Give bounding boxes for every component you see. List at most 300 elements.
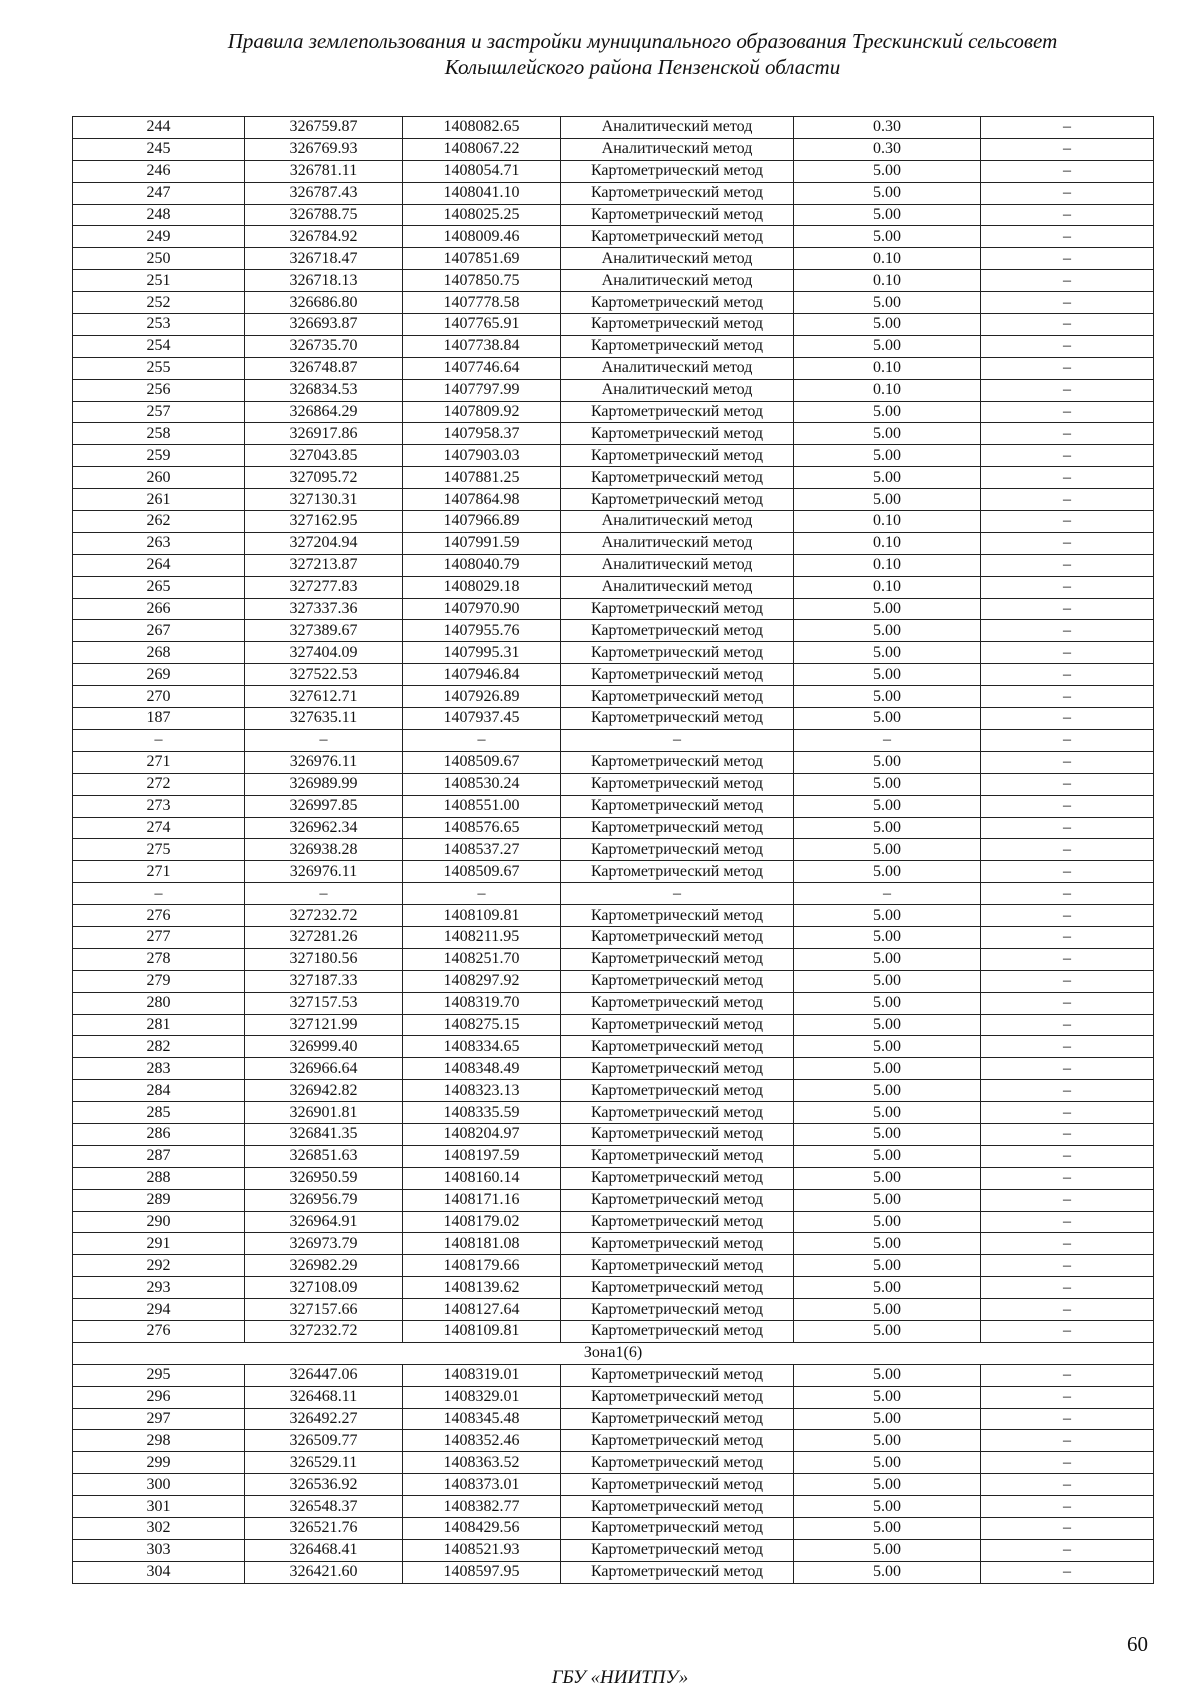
- table-cell: 327277.83: [245, 576, 403, 598]
- table-cell: 1408275.15: [403, 1014, 561, 1036]
- table-cell: –: [981, 1255, 1154, 1277]
- table-cell: 1408204.97: [403, 1123, 561, 1145]
- table-cell: 5.00: [794, 335, 981, 357]
- table-row: [73, 401, 1154, 423]
- table-cell: 272: [73, 773, 245, 795]
- table-cell: 268: [73, 642, 245, 664]
- table-cell: 5.00: [794, 1496, 981, 1518]
- table-cell: 5.00: [794, 795, 981, 817]
- table-cell: 5.00: [794, 970, 981, 992]
- table-cell: –: [981, 905, 1154, 927]
- table-cell: –: [981, 598, 1154, 620]
- table-cell: Картометрический метод: [561, 423, 794, 445]
- table-cell: –: [794, 729, 981, 751]
- table-row: [73, 598, 1154, 620]
- table-cell: 5.00: [794, 708, 981, 730]
- table-row: [73, 1080, 1154, 1102]
- table-row: [73, 1014, 1154, 1036]
- table-cell: –: [981, 1211, 1154, 1233]
- table-cell: Картометрический метод: [561, 1255, 794, 1277]
- table-row: [73, 1167, 1154, 1189]
- table-cell: 327389.67: [245, 620, 403, 642]
- table-cell: 5.00: [794, 1320, 981, 1342]
- table-cell: 1408352.46: [403, 1430, 561, 1452]
- table-cell: Аналитический метод: [561, 532, 794, 554]
- table-cell: 326548.37: [245, 1496, 403, 1518]
- table-cell: 1407958.37: [403, 423, 561, 445]
- table-cell: 277: [73, 926, 245, 948]
- table-cell: Картометрический метод: [561, 992, 794, 1014]
- table-row: [73, 226, 1154, 248]
- table-cell: –: [981, 423, 1154, 445]
- table-cell: 261: [73, 489, 245, 511]
- table-cell: 327522.53: [245, 664, 403, 686]
- table-cell: 246: [73, 160, 245, 182]
- table-cell: 287: [73, 1145, 245, 1167]
- table-cell: 291: [73, 1233, 245, 1255]
- table-cell: 254: [73, 335, 245, 357]
- table-cell: 1408179.02: [403, 1211, 561, 1233]
- table-cell: 326950.59: [245, 1167, 403, 1189]
- table-cell: –: [981, 292, 1154, 314]
- table-cell: 327162.95: [245, 511, 403, 533]
- table-cell: 5.00: [794, 467, 981, 489]
- table-row: [73, 795, 1154, 817]
- table-cell: 1408297.92: [403, 970, 561, 992]
- table-cell: 267: [73, 620, 245, 642]
- table-cell: 5.00: [794, 751, 981, 773]
- table-cell: 292: [73, 1255, 245, 1277]
- table-cell: 265: [73, 576, 245, 598]
- table-cell: 1408509.67: [403, 751, 561, 773]
- table-cell: Картометрический метод: [561, 182, 794, 204]
- table-cell: Аналитический метод: [561, 357, 794, 379]
- table-cell: 1407955.76: [403, 620, 561, 642]
- table-cell: 327232.72: [245, 905, 403, 927]
- table-cell: 1408323.13: [403, 1080, 561, 1102]
- table-cell: 1407903.03: [403, 445, 561, 467]
- table-cell: Картометрический метод: [561, 751, 794, 773]
- table-cell: –: [981, 1080, 1154, 1102]
- table-cell: Аналитический метод: [561, 554, 794, 576]
- table-cell: 326901.81: [245, 1102, 403, 1124]
- table-cell: 5.00: [794, 620, 981, 642]
- table-cell: 5.00: [794, 905, 981, 927]
- table-cell: 1408181.08: [403, 1233, 561, 1255]
- table-cell: Картометрический метод: [561, 1014, 794, 1036]
- header-title-line2: Колышлейского района Пензенской области: [444, 55, 841, 79]
- table-cell: 298: [73, 1430, 245, 1452]
- table-cell: –: [981, 1496, 1154, 1518]
- table-cell: Картометрический метод: [561, 335, 794, 357]
- table-cell: 1408040.79: [403, 554, 561, 576]
- table-cell: 0.10: [794, 357, 981, 379]
- table-cell: Картометрический метод: [561, 664, 794, 686]
- table-cell: Картометрический метод: [561, 620, 794, 642]
- table-cell: –: [981, 1474, 1154, 1496]
- table-cell: Аналитический метод: [561, 576, 794, 598]
- table-cell: Картометрический метод: [561, 926, 794, 948]
- table-cell: 1408537.27: [403, 839, 561, 861]
- table-cell: 1408530.24: [403, 773, 561, 795]
- table-row: [73, 1299, 1154, 1321]
- table-cell: 326964.91: [245, 1211, 403, 1233]
- table-row: [73, 1233, 1154, 1255]
- table-cell: 5.00: [794, 1561, 981, 1583]
- table-cell: –: [981, 773, 1154, 795]
- table-cell: 1408373.01: [403, 1474, 561, 1496]
- table-cell: Картометрический метод: [561, 1211, 794, 1233]
- table-cell: 326784.92: [245, 226, 403, 248]
- table-cell: 327157.66: [245, 1299, 403, 1321]
- table-cell: Картометрический метод: [561, 1123, 794, 1145]
- table-cell: 295: [73, 1364, 245, 1386]
- table-cell: –: [981, 1102, 1154, 1124]
- table-cell: –: [981, 1167, 1154, 1189]
- table-cell: –: [981, 160, 1154, 182]
- table-cell: –: [981, 861, 1154, 883]
- table-row: [73, 1123, 1154, 1145]
- table-cell: 280: [73, 992, 245, 1014]
- table-cell: 271: [73, 861, 245, 883]
- table-cell: 327130.31: [245, 489, 403, 511]
- table-cell: Картометрический метод: [561, 948, 794, 970]
- document-header: [0, 28, 1200, 80]
- table-cell: 5.00: [794, 1452, 981, 1474]
- table-cell: 5.00: [794, 292, 981, 314]
- table-cell: 327204.94: [245, 532, 403, 554]
- table-cell: 5.00: [794, 1430, 981, 1452]
- table-cell: 5.00: [794, 1277, 981, 1299]
- table-cell: 1408429.56: [403, 1518, 561, 1540]
- table-cell: 326788.75: [245, 204, 403, 226]
- table-cell: 326693.87: [245, 314, 403, 336]
- table-row: [73, 532, 1154, 554]
- table-cell: 269: [73, 664, 245, 686]
- table-cell: 1408009.46: [403, 226, 561, 248]
- table-cell: 256: [73, 379, 245, 401]
- table-cell: Картометрический метод: [561, 1496, 794, 1518]
- table-cell: Аналитический метод: [561, 511, 794, 533]
- table-cell: 249: [73, 226, 245, 248]
- table-cell: 297: [73, 1408, 245, 1430]
- table-cell: 5.00: [794, 773, 981, 795]
- table-cell: 273: [73, 795, 245, 817]
- table-cell: 290: [73, 1211, 245, 1233]
- table-row: [73, 292, 1154, 314]
- table-cell: 326468.41: [245, 1539, 403, 1561]
- table-row: [73, 204, 1154, 226]
- table-row: [73, 1408, 1154, 1430]
- table-cell: Картометрический метод: [561, 1320, 794, 1342]
- table-cell: Аналитический метод: [561, 270, 794, 292]
- table-cell: 250: [73, 248, 245, 270]
- table-cell: Картометрический метод: [561, 489, 794, 511]
- table-cell: –: [981, 1364, 1154, 1386]
- table-cell: Картометрический метод: [561, 1518, 794, 1540]
- table-cell: 326769.93: [245, 138, 403, 160]
- table-cell: 327180.56: [245, 948, 403, 970]
- table-cell: 274: [73, 817, 245, 839]
- table-row: [73, 729, 1154, 751]
- table-cell: Картометрический метод: [561, 1430, 794, 1452]
- table-cell: 1407765.91: [403, 314, 561, 336]
- table-cell: –: [981, 226, 1154, 248]
- table-cell: 326976.11: [245, 861, 403, 883]
- coordinates-table-body: [73, 117, 1154, 1584]
- table-cell: 1407778.58: [403, 292, 561, 314]
- table-cell: 1408319.70: [403, 992, 561, 1014]
- table-cell: 326841.35: [245, 1123, 403, 1145]
- table-cell: 247: [73, 182, 245, 204]
- table-cell: 0.10: [794, 554, 981, 576]
- table-cell: 1408109.81: [403, 905, 561, 927]
- table-cell: 326973.79: [245, 1233, 403, 1255]
- table-row: [73, 357, 1154, 379]
- table-cell: 5.00: [794, 598, 981, 620]
- table-cell: 327157.53: [245, 992, 403, 1014]
- table-cell: 0.10: [794, 270, 981, 292]
- table-cell: Картометрический метод: [561, 1561, 794, 1583]
- table-cell: Картометрический метод: [561, 445, 794, 467]
- table-cell: 1408179.66: [403, 1255, 561, 1277]
- table-cell: 0.10: [794, 576, 981, 598]
- table-cell: –: [981, 445, 1154, 467]
- table-cell: 303: [73, 1539, 245, 1561]
- table-cell: 5.00: [794, 861, 981, 883]
- table-cell: –: [794, 883, 981, 905]
- table-cell: 1408335.59: [403, 1102, 561, 1124]
- table-cell: 326421.60: [245, 1561, 403, 1583]
- table-cell: 5.00: [794, 1364, 981, 1386]
- table-row: [73, 1539, 1154, 1561]
- table-cell: 1408211.95: [403, 926, 561, 948]
- table-cell: 327108.09: [245, 1277, 403, 1299]
- table-cell: 1407851.69: [403, 248, 561, 270]
- table-cell: 266: [73, 598, 245, 620]
- table-cell: 326976.11: [245, 751, 403, 773]
- table-cell: 5.00: [794, 1145, 981, 1167]
- table-cell: 327281.26: [245, 926, 403, 948]
- table-cell: Аналитический метод: [561, 248, 794, 270]
- table-cell: 1408041.10: [403, 182, 561, 204]
- table-row: [73, 138, 1154, 160]
- table-cell: 1407991.59: [403, 532, 561, 554]
- table-cell: Картометрический метод: [561, 1277, 794, 1299]
- table-cell: 1407881.25: [403, 467, 561, 489]
- table-cell: 1408082.65: [403, 117, 561, 139]
- table-cell: 5.00: [794, 1167, 981, 1189]
- table-cell: Картометрический метод: [561, 1539, 794, 1561]
- table-row: [73, 992, 1154, 1014]
- table-cell: –: [981, 401, 1154, 423]
- table-cell: 301: [73, 1496, 245, 1518]
- table-cell: 259: [73, 445, 245, 467]
- table-cell: 1408334.65: [403, 1036, 561, 1058]
- table-cell: –: [981, 1299, 1154, 1321]
- table-cell: –: [981, 511, 1154, 533]
- table-cell: 5.00: [794, 992, 981, 1014]
- table-cell: Картометрический метод: [561, 1167, 794, 1189]
- table-row: [73, 379, 1154, 401]
- table-cell: Картометрический метод: [561, 1233, 794, 1255]
- table-cell: 263: [73, 532, 245, 554]
- table-cell: 326748.87: [245, 357, 403, 379]
- table-cell: 5.00: [794, 1189, 981, 1211]
- table-row: [73, 1518, 1154, 1540]
- table-cell: 5.00: [794, 1123, 981, 1145]
- table-cell: –: [981, 1145, 1154, 1167]
- table-cell: 326966.64: [245, 1058, 403, 1080]
- table-cell: 248: [73, 204, 245, 226]
- table-cell: 5.00: [794, 1539, 981, 1561]
- table-cell: –: [981, 642, 1154, 664]
- table-cell: –: [981, 1123, 1154, 1145]
- table-row: [73, 1561, 1154, 1583]
- table-cell: –: [981, 926, 1154, 948]
- table-cell: 326529.11: [245, 1452, 403, 1474]
- table-cell: 1408067.22: [403, 138, 561, 160]
- table-row: [73, 314, 1154, 336]
- table-cell: 327187.33: [245, 970, 403, 992]
- table-cell: 260: [73, 467, 245, 489]
- table-cell: 300: [73, 1474, 245, 1496]
- table-cell: 1407970.90: [403, 598, 561, 620]
- table-cell: Картометрический метод: [561, 708, 794, 730]
- table-row: [73, 467, 1154, 489]
- table-cell: –: [981, 1539, 1154, 1561]
- table-cell: 1408029.18: [403, 576, 561, 598]
- table-cell: 326787.43: [245, 182, 403, 204]
- table-cell: Картометрический метод: [561, 817, 794, 839]
- table-cell: –: [981, 948, 1154, 970]
- table-cell: Картометрический метод: [561, 160, 794, 182]
- table-row: [73, 905, 1154, 927]
- table-row: [73, 861, 1154, 883]
- table-cell: 326718.47: [245, 248, 403, 270]
- table-cell: 244: [73, 117, 245, 139]
- table-cell: Картометрический метод: [561, 970, 794, 992]
- table-row: [73, 1102, 1154, 1124]
- zone-header-row: [73, 1342, 1154, 1364]
- table-cell: 327095.72: [245, 467, 403, 489]
- table-cell: 299: [73, 1452, 245, 1474]
- table-cell: Картометрический метод: [561, 1080, 794, 1102]
- table-cell: 326468.11: [245, 1386, 403, 1408]
- table-row: [73, 160, 1154, 182]
- table-cell: –: [981, 335, 1154, 357]
- table-cell: 5.00: [794, 642, 981, 664]
- table-cell: –: [981, 270, 1154, 292]
- table-cell: –: [981, 1036, 1154, 1058]
- table-row: [73, 1364, 1154, 1386]
- table-cell: 5.00: [794, 1408, 981, 1430]
- table-cell: –: [981, 708, 1154, 730]
- table-row: [73, 948, 1154, 970]
- table-cell: Аналитический метод: [561, 138, 794, 160]
- table-cell: 1408054.71: [403, 160, 561, 182]
- table-cell: –: [981, 817, 1154, 839]
- table-cell: 0.10: [794, 511, 981, 533]
- table-row: [73, 182, 1154, 204]
- table-cell: –: [981, 467, 1154, 489]
- table-row: [73, 664, 1154, 686]
- table-cell: 1408345.48: [403, 1408, 561, 1430]
- table-row: [73, 970, 1154, 992]
- table-cell: –: [981, 204, 1154, 226]
- table-cell: 187: [73, 708, 245, 730]
- table-row: [73, 1058, 1154, 1080]
- table-cell: –: [981, 1014, 1154, 1036]
- table-cell: 5.00: [794, 401, 981, 423]
- table-cell: –: [981, 970, 1154, 992]
- table-cell: 278: [73, 948, 245, 970]
- table-cell: Картометрический метод: [561, 861, 794, 883]
- table-row: [73, 576, 1154, 598]
- table-cell: 296: [73, 1386, 245, 1408]
- zone-label: Зона1(6): [73, 1342, 1154, 1364]
- table-row: [73, 117, 1154, 139]
- table-cell: 327121.99: [245, 1014, 403, 1036]
- table-cell: Картометрический метод: [561, 226, 794, 248]
- table-cell: 326735.70: [245, 335, 403, 357]
- table-cell: 1407850.75: [403, 270, 561, 292]
- table-cell: 1408509.67: [403, 861, 561, 883]
- table-cell: –: [981, 686, 1154, 708]
- table-cell: 1408171.16: [403, 1189, 561, 1211]
- table-cell: Аналитический метод: [561, 117, 794, 139]
- table-cell: 1407937.45: [403, 708, 561, 730]
- header-title-line1: Правила землепользования и застройки муниципального образования Трескинский сельсовет: [227, 29, 1058, 53]
- table-cell: Картометрический метод: [561, 1408, 794, 1430]
- table-cell: –: [561, 729, 794, 751]
- table-cell: Картометрический метод: [561, 905, 794, 927]
- table-cell: 1408521.93: [403, 1539, 561, 1561]
- table-cell: 289: [73, 1189, 245, 1211]
- table-row: [73, 1211, 1154, 1233]
- table-cell: 326997.85: [245, 795, 403, 817]
- table-cell: 5.00: [794, 182, 981, 204]
- table-cell: –: [981, 1518, 1154, 1540]
- table-cell: 326521.76: [245, 1518, 403, 1540]
- table-cell: –: [981, 379, 1154, 401]
- table-cell: 1408382.77: [403, 1496, 561, 1518]
- table-cell: 326956.79: [245, 1189, 403, 1211]
- table-cell: –: [981, 795, 1154, 817]
- table-cell: –: [245, 883, 403, 905]
- table-cell: 5.00: [794, 1080, 981, 1102]
- table-cell: –: [403, 883, 561, 905]
- table-row: [73, 839, 1154, 861]
- table-cell: 5.00: [794, 1102, 981, 1124]
- table-cell: 276: [73, 905, 245, 927]
- table-cell: –: [981, 751, 1154, 773]
- table-cell: 5.00: [794, 926, 981, 948]
- table-cell: 5.00: [794, 1058, 981, 1080]
- table-cell: –: [981, 1408, 1154, 1430]
- table-cell: 279: [73, 970, 245, 992]
- table-cell: 1408597.95: [403, 1561, 561, 1583]
- table-cell: Картометрический метод: [561, 467, 794, 489]
- table-cell: 1407946.84: [403, 664, 561, 686]
- table-cell: –: [981, 1561, 1154, 1583]
- table-cell: 326982.29: [245, 1255, 403, 1277]
- table-cell: 326509.77: [245, 1430, 403, 1452]
- table-cell: 326864.29: [245, 401, 403, 423]
- table-cell: 304: [73, 1561, 245, 1583]
- table-cell: Картометрический метод: [561, 598, 794, 620]
- table-row: [73, 1430, 1154, 1452]
